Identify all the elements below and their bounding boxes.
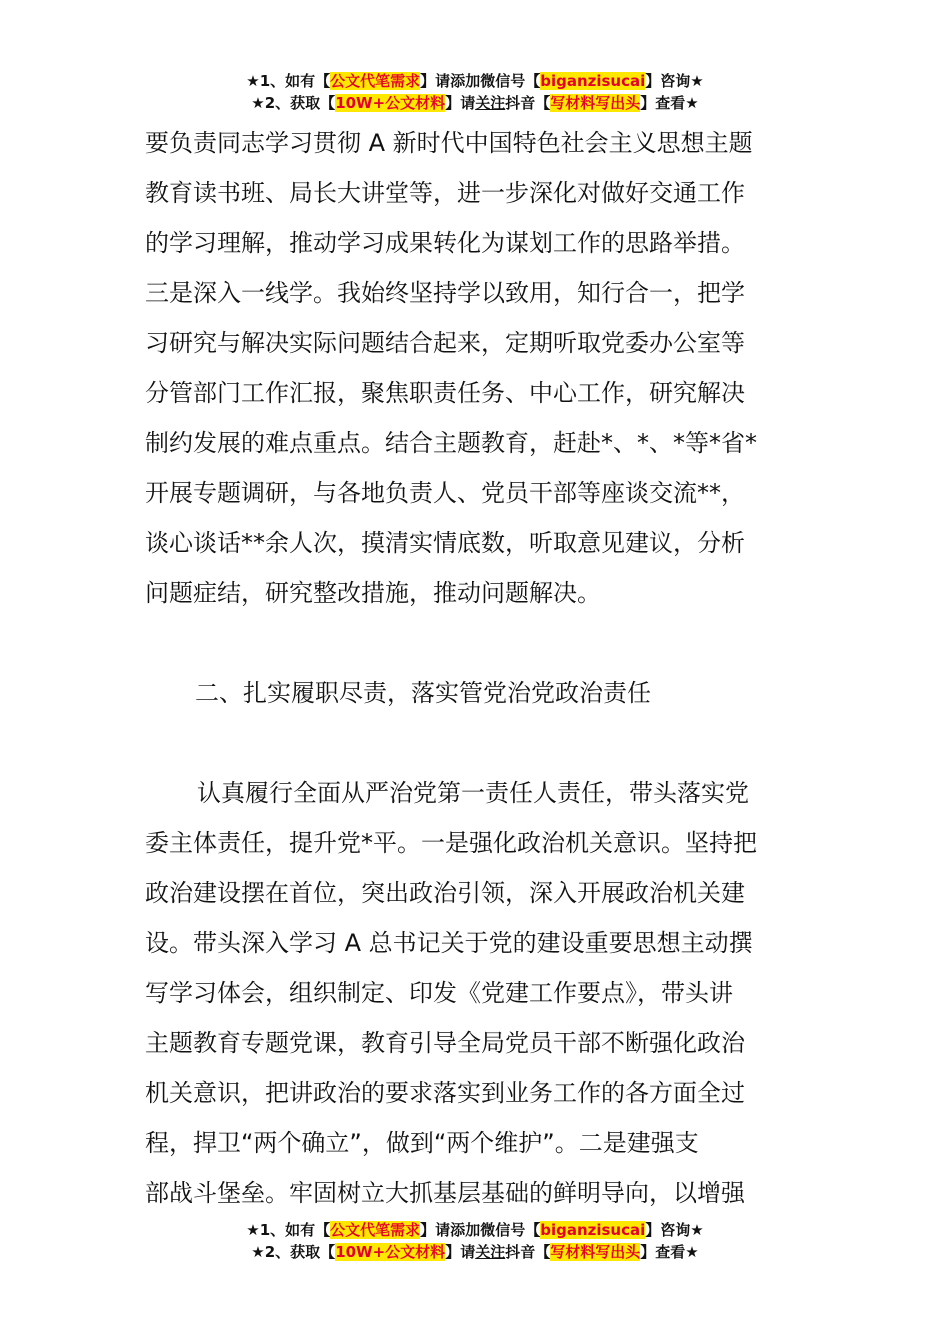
banner-text: 】咨询★ <box>645 1221 704 1239</box>
text-line: 开展专题调研，与各地负责人、党员干部等座谈交流**， <box>145 479 745 507</box>
banner-line-2 <box>0 92 950 114</box>
wechat-id-highlight: biganzisucai <box>540 1221 646 1239</box>
materials-highlight: 10W+公文材料 <box>335 94 446 112</box>
wechat-id-highlight: biganzisucai <box>540 72 646 90</box>
banner-text: ★2、获取【 <box>251 94 336 112</box>
douyin-account-highlight: 写材料写出头 <box>550 94 641 112</box>
text-line: 问题症结，研究整改措施，推动问题解决。 <box>145 579 601 607</box>
top-banner <box>0 70 950 114</box>
materials-highlight: 10W+公文材料 <box>335 1243 446 1261</box>
banner-text-emphasis: 关注 <box>475 1243 506 1261</box>
text-line: 三是深入一线学。我始终坚持学以致用，知行合一，把学 <box>145 279 745 307</box>
banner-text: 】请 <box>445 94 476 112</box>
banner-line-2 <box>0 1241 950 1263</box>
text-line: 认真履行全面从严治党第一责任人责任，带头落实党 <box>197 779 749 807</box>
text-line: 主题教育专题党课，教育引导全局党员干部不断强化政治 <box>145 1029 745 1057</box>
text-line: 写学习体会，组织制定、印发《党建工作要点》，带头讲 <box>145 979 733 1007</box>
text-line: 的学习理解，推动学习成果转化为谋划工作的思路举措。 <box>145 229 745 257</box>
banner-text: 】请添 <box>420 1221 466 1239</box>
banner-text: 】查看★ <box>640 94 699 112</box>
banner-text: 】查看★ <box>640 1243 699 1261</box>
banner-text: ★1、如有【 <box>246 1221 331 1239</box>
document-body <box>145 118 810 1218</box>
douyin-account-highlight: 写材料写出头 <box>550 1243 641 1261</box>
banner-text-emphasis: 加 <box>465 72 481 90</box>
text-line: 制约发展的难点重点。结合主题教育，赶赴*、*、*等*省* <box>145 429 757 457</box>
banner-text-emphasis: 加 <box>465 1221 481 1239</box>
banner-text: 微信号【 <box>480 1221 541 1239</box>
banner-text: 】咨询★ <box>645 72 704 90</box>
paragraph-spacer <box>145 718 810 768</box>
banner-text: ★2、获取【 <box>251 1243 336 1261</box>
banner-text: 抖音【 <box>505 1243 551 1261</box>
section-heading: 二、扎实履职尽责，落实管党治党政治责任 <box>195 679 651 707</box>
banner-text: 】请 <box>445 1243 476 1261</box>
text-line: 要负责同志学习贯彻 A 新时代中国特色社会主义思想主题 <box>145 129 753 157</box>
text-line: 委主体责任，提升党*平。一是强化政治机关意识。坚持把 <box>145 829 757 857</box>
bottom-banner <box>0 1219 950 1263</box>
text-line: 政治建设摆在首位，突出政治引领，深入开展政治机关建 <box>145 879 745 907</box>
text-line: 机关意识，把讲政治的要求落实到业务工作的各方面全过 <box>145 1079 745 1107</box>
writing-service-highlight: 公文代笔需求 <box>330 1221 421 1239</box>
paragraph-1 <box>145 118 810 618</box>
text-line: 分管部门工作汇报，聚焦职责任务、中心工作，研究解决 <box>145 379 745 407</box>
writing-service-highlight: 公文代笔需求 <box>330 72 421 90</box>
text-line: 谈心谈话**余人次，摸清实情底数，听取意见建议，分析 <box>145 529 745 557</box>
text-line: 习研究与解决实际问题结合起来，定期听取党委办公室等 <box>145 329 745 357</box>
paragraph-spacer <box>145 618 810 668</box>
banner-text: 微信号【 <box>480 72 541 90</box>
banner-text-emphasis: 关注 <box>475 94 506 112</box>
banner-line-1 <box>0 70 950 92</box>
banner-line-1 <box>0 1219 950 1241</box>
text-line: 设。带头深入学习 A 总书记关于党的建设重要思想主动撰 <box>145 929 753 957</box>
paragraph-2 <box>145 768 810 1218</box>
banner-text: 抖音【 <box>505 94 551 112</box>
text-line: 教育读书班、局长大讲堂等，进一步深化对做好交通工作 <box>145 179 745 207</box>
text-line: 程，捍卫“两个确立”，做到“两个维护”。二是建强支 <box>145 1129 699 1157</box>
banner-text: 】请添 <box>420 72 466 90</box>
text-line: 部战斗堡垒。牢固树立大抓基层基础的鲜明导向，以增强 <box>145 1179 745 1207</box>
banner-text: ★1、如有【 <box>246 72 331 90</box>
